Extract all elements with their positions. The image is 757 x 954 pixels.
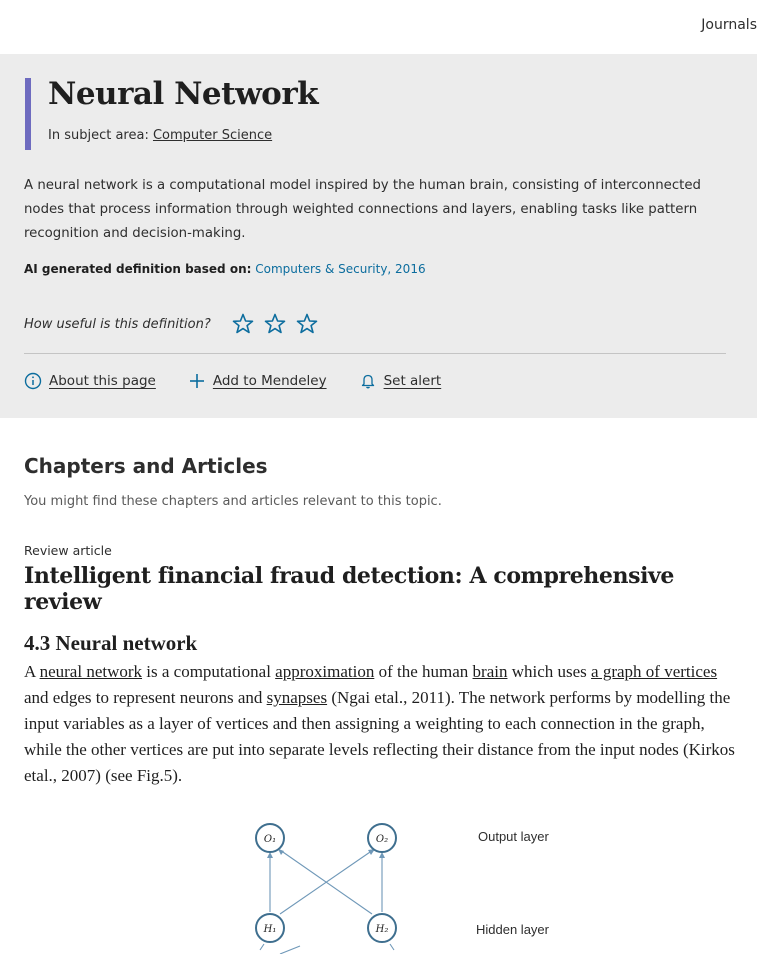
info-icon <box>24 372 42 390</box>
node-label-o1: O₁ <box>263 834 277 845</box>
chapters-subtitle: You might find these chapters and articles relevant to this topic. <box>24 494 442 509</box>
link-approximation[interactable]: approximation <box>275 662 375 681</box>
ai-label: AI generated definition based on: <box>24 262 252 276</box>
journals-link[interactable]: Journals <box>701 17 757 33</box>
link-neural-network[interactable]: neural network <box>39 662 143 681</box>
about-page-button[interactable] <box>24 372 156 390</box>
excerpt-text: which uses <box>507 662 592 681</box>
node-h2 <box>368 914 396 942</box>
excerpt-text: is a computational <box>142 662 276 681</box>
link-brain[interactable]: brain <box>472 662 508 681</box>
about-page-label: About this page <box>49 373 156 389</box>
excerpt-text: and edges to represent neurons and <box>24 688 267 707</box>
topic-panel <box>0 54 757 418</box>
node-h1 <box>256 914 284 942</box>
bell-icon <box>359 372 377 390</box>
output-layer-label: Output layer <box>478 829 549 844</box>
neural-network-figure[interactable] <box>240 814 600 954</box>
star-icon[interactable] <box>295 312 319 336</box>
node-label-h2: H₂ <box>375 924 389 935</box>
set-alert-label: Set alert <box>383 373 442 389</box>
hidden-layer-label: Hidden layer <box>476 922 549 937</box>
usefulness-rating <box>24 312 319 336</box>
definition-text: A neural network is a computational model inspired by the human brain, consisting of interconnected nodes that process information through weighted connections and layers, enabling tasks like pattern recognition and decision-making. <box>24 178 701 241</box>
section-heading: 4.3 Neural network <box>24 631 198 655</box>
edge-input-cross <box>280 946 300 954</box>
page-actions <box>24 372 473 390</box>
subject-area <box>48 128 272 143</box>
plus-icon <box>188 372 206 390</box>
edge-input-h1 <box>260 944 264 950</box>
star-icon[interactable] <box>231 312 255 336</box>
node-o1 <box>256 824 284 852</box>
excerpt-text: of the human <box>374 662 473 681</box>
rating-stars <box>231 312 319 336</box>
chapters-heading: Chapters and Articles <box>24 454 268 478</box>
ai-definition-source <box>24 262 426 276</box>
link-graph-of-vertices[interactable]: a graph of vertices <box>591 662 718 681</box>
page-title: Neural Network <box>48 76 319 112</box>
article-title[interactable]: Intelligent financial fraud detection: A comprehensive review <box>24 563 675 615</box>
accent-bar <box>25 78 31 150</box>
excerpt-text: (Ngai etal., 2011). The network performs by modelling the input variables as a layer of vertices and then assigning a weighting to each connection in the graph, while the other vertices are put into separate levels reflecting their distance from the input nodes (Kirkos etal., 2007) (see Fig.5). <box>24 688 735 785</box>
node-label-h1: H₁ <box>263 924 277 935</box>
subject-area-prefix: In subject area: <box>48 128 153 143</box>
divider <box>24 353 726 354</box>
node-o2 <box>368 824 396 852</box>
top-bar <box>0 0 757 54</box>
link-synapses[interactable]: synapses <box>266 688 328 707</box>
star-icon[interactable] <box>263 312 287 336</box>
add-to-mendeley-button[interactable] <box>188 372 327 390</box>
add-to-mendeley-label: Add to Mendeley <box>212 373 327 389</box>
usefulness-question: How useful is this definition? <box>24 316 211 332</box>
excerpt-text: A <box>24 662 40 681</box>
ai-source-link[interactable]: Computers & Security, 2016 <box>255 262 426 276</box>
node-label-o2: O₂ <box>375 834 389 845</box>
article-excerpt <box>24 659 736 789</box>
edge-input-h2 <box>390 944 394 950</box>
subject-area-link[interactable]: Computer Science <box>152 128 273 143</box>
set-alert-button[interactable] <box>359 372 442 390</box>
article-type: Review article <box>24 543 112 558</box>
